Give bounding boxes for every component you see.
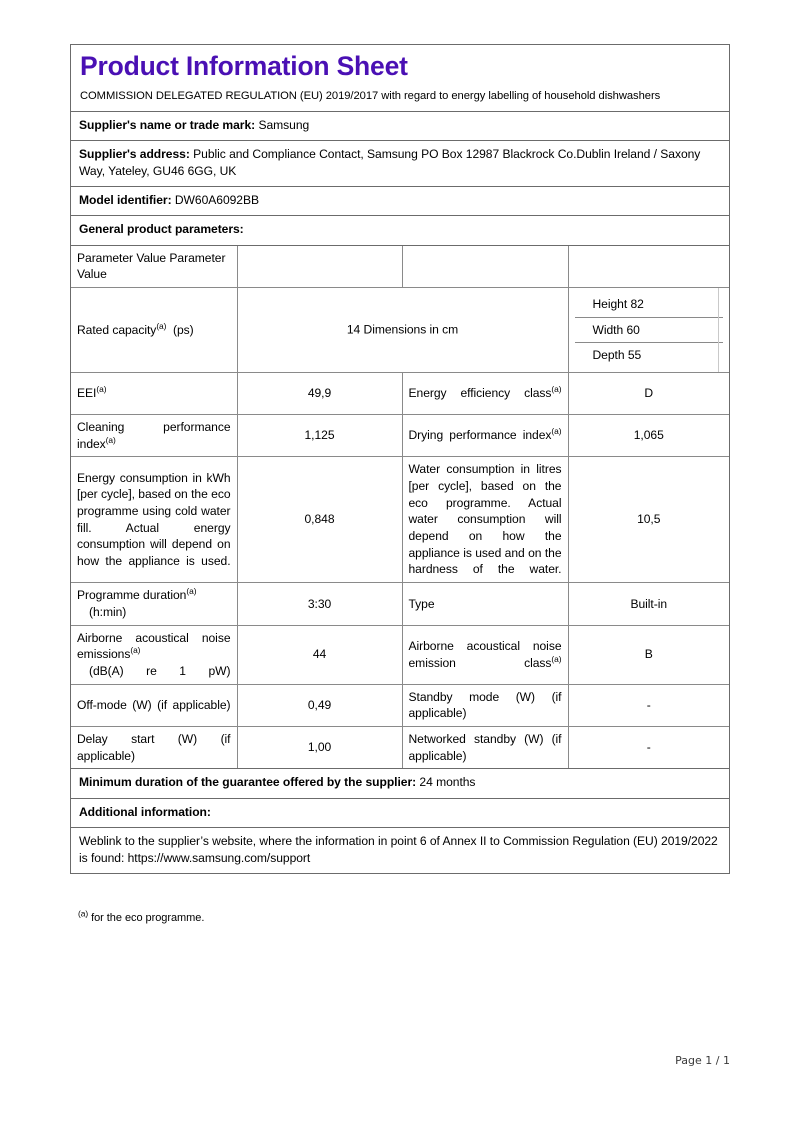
rated-capacity-label-text: Rated capacity — [77, 322, 157, 337]
water-consumption-label: Water consumption in litres [per cycle], based on the eco programme. Actual water consumption will depend on how the appliance is used and on the hardness of the water. — [402, 457, 568, 583]
footnote — [78, 908, 205, 924]
model-identifier-value: DW60A6092BB — [174, 193, 260, 208]
dimension-height-value: 82 — [630, 296, 644, 311]
dimensions-table — [575, 292, 724, 368]
supplier-address-label: Supplier's address: — [79, 146, 190, 161]
energy-consumption-value: 0,848 — [237, 457, 402, 583]
drying-performance-index-label-sup: (a) — [551, 426, 562, 437]
table-row-header — [71, 246, 729, 288]
off-mode-label: Off-mode (W) (if applicable) — [71, 684, 237, 726]
supplier-name-value: Samsung — [258, 117, 310, 132]
water-consumption-value: 10,5 — [568, 457, 729, 583]
parameters-table — [71, 246, 729, 769]
energy-consumption-label: Energy consumption in kWh [per cycle], based on the eco programme using cold water fill. Actual energy consumption will depend on how the appliance is used. — [71, 457, 237, 583]
dimension-height-name: Height — [592, 296, 628, 311]
parameters-table-wrap — [71, 246, 729, 770]
table-row-consumption — [71, 457, 729, 583]
footnote-text: for the eco programme. — [91, 912, 205, 924]
dimensions-divider — [718, 288, 719, 372]
cleaning-performance-index-label-sup: (a) — [105, 434, 116, 445]
dimension-width — [575, 317, 724, 343]
drying-performance-index-label-text: Drying performance index — [408, 428, 552, 443]
supplier-address-value: Public and Compliance Contact, Samsung PO Box 12987 Blackrock Co.Dublin Ireland / Saxony Way, Yateley, GU46 6GG, UK — [79, 146, 701, 179]
eei-label-sup: (a) — [96, 384, 107, 395]
header-cell-4 — [568, 246, 729, 288]
rated-capacity-label-sup: (a) — [156, 320, 167, 331]
product-information-sheet — [70, 44, 730, 874]
energy-efficiency-class-label — [402, 372, 568, 414]
footnote-marker: (a) — [78, 908, 89, 919]
page-footer: Page 1 / 1 — [675, 1054, 730, 1067]
standby-mode-label: Standby mode (W) (if applicable) — [402, 684, 568, 726]
noise-emissions-label-sup: (a) — [130, 645, 141, 656]
additional-information-heading-text: Additional information: — [79, 804, 211, 819]
energy-efficiency-class-label-text: Energy efficiency class — [408, 386, 552, 401]
weblink-url[interactable]: https://www.samsung.com/support — [127, 850, 311, 865]
dimension-depth-value: 55 — [627, 348, 642, 363]
guarantee-label: Minimum duration of the guarantee offered by the supplier: — [79, 775, 417, 790]
table-row-performance-index — [71, 414, 729, 456]
energy-efficiency-class-value: D — [568, 372, 729, 414]
general-parameters-heading-text: General product parameters: — [79, 222, 244, 237]
dimension-depth-name: Depth — [592, 348, 625, 363]
dimensions-cell — [568, 287, 729, 372]
model-identifier-label: Model identifier: — [79, 193, 172, 208]
noise-emissions-label — [71, 625, 237, 684]
drying-performance-index-label — [402, 414, 568, 456]
table-row-off-mode — [71, 684, 729, 726]
cleaning-performance-index-label — [71, 414, 237, 456]
regulation-subtitle: COMMISSION DELEGATED REGULATION (EU) 2019/2017 with regard to energy labelling of household dishwashers — [80, 89, 661, 102]
noise-emission-class-value: B — [568, 625, 729, 684]
weblink-description: Weblink to the supplier’s website, where the information in point 6 of Annex II to Commission Regulation (EU) 2019/2022 is found: — [79, 833, 718, 865]
dimension-height — [575, 292, 724, 317]
model-identifier-row — [71, 187, 729, 216]
additional-information-row — [71, 799, 729, 828]
off-mode-value: 0,49 — [237, 684, 402, 726]
title-band — [71, 45, 729, 112]
dimension-row-depth — [575, 343, 724, 368]
dimension-width-name: Width — [592, 322, 624, 337]
programme-duration-label-sup: (a) — [186, 586, 197, 597]
noise-emission-class-label — [402, 625, 568, 684]
table-row-noise — [71, 625, 729, 684]
general-parameters-heading — [71, 216, 729, 245]
eei-value: 49,9 — [237, 372, 402, 414]
eei-label-text: EEI — [77, 386, 97, 401]
cleaning-performance-index-label-text: Cleaning performance index — [77, 419, 231, 451]
noise-emission-class-label-sup: (a) — [551, 653, 562, 664]
table-row-delay-start — [71, 726, 729, 768]
rated-capacity-label — [71, 287, 237, 372]
eei-label — [71, 372, 237, 414]
weblink-row — [71, 828, 729, 873]
noise-emissions-label-text: Airborne acoustical noise emissions — [77, 630, 231, 662]
standby-mode-value: - — [568, 684, 729, 726]
supplier-name-label: Supplier's name or trade mark: — [79, 117, 256, 132]
dimension-depth — [575, 343, 724, 368]
delay-start-value: 1,00 — [237, 726, 402, 768]
drying-performance-index-value: 1,065 — [568, 414, 729, 456]
noise-emissions-value: 44 — [237, 625, 402, 684]
table-row-rated-capacity — [71, 287, 729, 372]
rated-capacity-unit: (ps) — [173, 322, 194, 337]
networked-standby-label: Networked standby (W) (if applicable) — [402, 726, 568, 768]
guarantee-value: 24 months — [419, 775, 476, 790]
rated-capacity-value-dimensions-cell — [237, 287, 568, 372]
header-cell-3 — [402, 246, 568, 288]
table-row-programme-duration — [71, 583, 729, 625]
delay-start-label: Delay start (W) (if applicable) — [71, 726, 237, 768]
type-value: Built-in — [568, 583, 729, 625]
supplier-name-row — [71, 112, 729, 141]
energy-efficiency-class-label-sup: (a) — [551, 384, 562, 395]
type-label: Type — [402, 583, 568, 625]
dimension-row-width — [575, 317, 724, 343]
table-row-eei — [71, 372, 729, 414]
noise-emission-class-label-text: Airborne acoustical noise emission class — [408, 638, 562, 670]
header-cell-2 — [237, 246, 402, 288]
programme-duration-label — [71, 583, 237, 625]
rated-capacity-and-dimensions-text: 14 Dimensions in cm — [346, 322, 459, 337]
programme-duration-label-text: Programme duration — [77, 588, 187, 603]
page-title: Product Information Sheet — [80, 51, 408, 81]
header-cell-parameter-value: Parameter Value Parameter Value — [71, 246, 237, 288]
programme-duration-unit: (h:min) — [89, 604, 127, 619]
dimension-row-height — [575, 292, 724, 317]
guarantee-row — [71, 769, 729, 798]
cleaning-performance-index-value: 1,125 — [237, 414, 402, 456]
dimension-width-value: 60 — [626, 322, 640, 337]
noise-emissions-unit: (dB(A) re 1 pW) — [89, 663, 231, 678]
networked-standby-value: - — [568, 726, 729, 768]
supplier-address-row — [71, 141, 729, 187]
programme-duration-value: 3:30 — [237, 583, 402, 625]
